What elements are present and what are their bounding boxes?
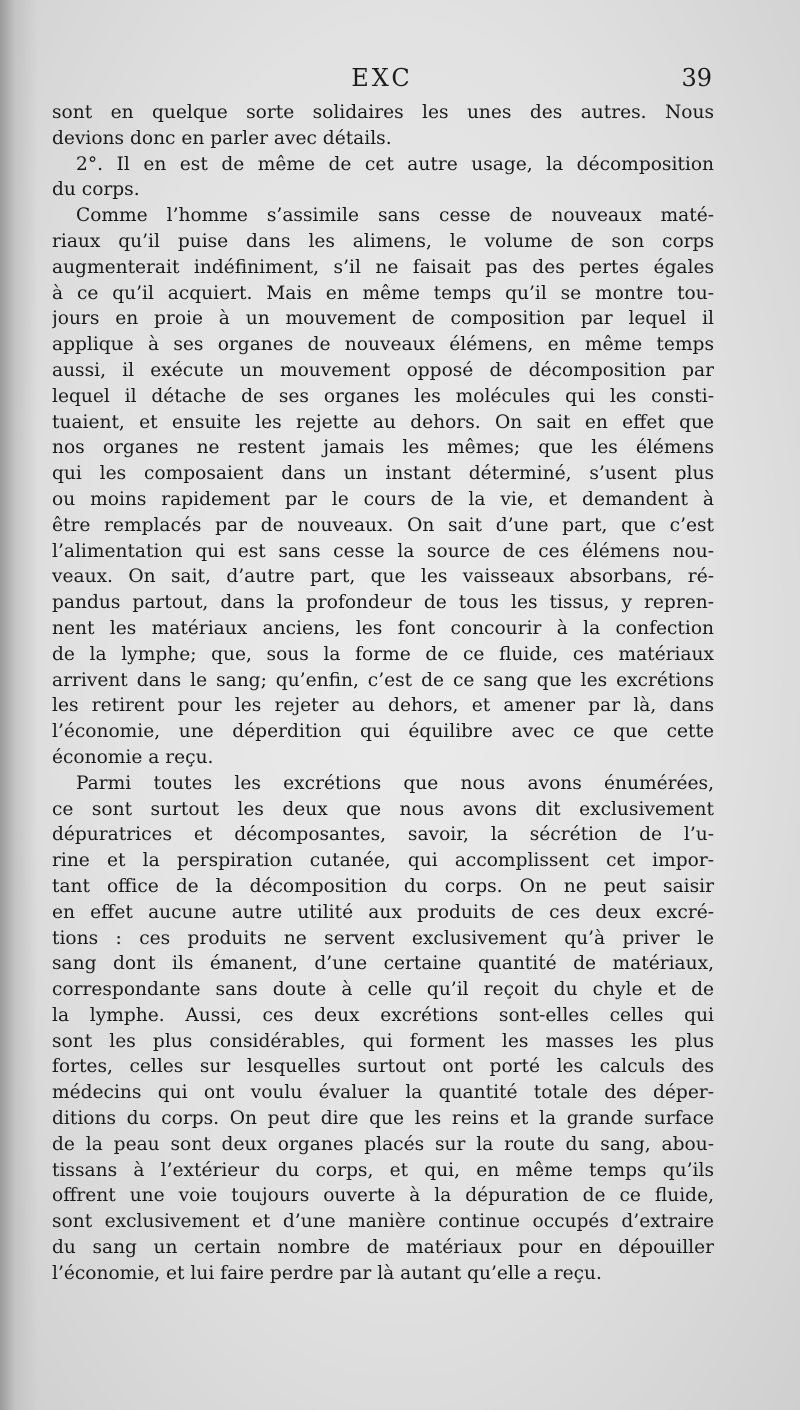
text-line: économie a reçu.	[52, 746, 214, 768]
text-line: sang dont ils émanent, d’une certaine quantité de matériaux,	[52, 953, 714, 975]
running-head: EXC	[351, 64, 413, 92]
text-line: de la lymphe; que, sous la forme de ce fluide, ces matériaux	[52, 643, 714, 665]
text-line: du sang un certain nombre de matériaux pour en dépouiller	[52, 1237, 714, 1259]
text-line: devions donc en parler avec détails.	[52, 127, 392, 149]
text-line: l’alimentation qui est sans cesse la source de ces élémens nou-	[52, 540, 714, 562]
text-line: Parmi toutes les excrétions que nous avons énumérées,	[76, 772, 714, 794]
text-line: veaux. On sait, d’autre part, que les vaisseaux absorbans, ré-	[52, 566, 714, 588]
text-line: correspondante sans doute à celle qu’il reçoit du chyle et de	[52, 979, 714, 1001]
text-line: offrent une voie toujours ouverte à la dépuration de ce fluide,	[52, 1185, 714, 1207]
text-line: ditions du corps. On peut dire que les reins et la grande surface	[52, 1108, 714, 1130]
text-line: l’économie, une déperdition qui équilibre avec ce que cette	[52, 721, 714, 743]
text-line: sont exclusivement et d’une manière continue occupés d’extraire	[52, 1211, 714, 1233]
text-line: à ce qu’il acquiert. Mais en même temps qu’il se montre tou-	[52, 282, 714, 304]
text-line: dépuratrices et décomposantes, savoir, la sécrétion de l’u-	[52, 824, 714, 846]
text-line: aussi, il exécute un mouvement opposé de décomposition par	[52, 359, 714, 381]
text-line: lequel il détache de ses organes les molécules qui les consti-	[52, 385, 714, 407]
text-line: rine et la perspiration cutanée, qui accomplissent cet impor-	[52, 850, 714, 872]
text-line: applique à ses organes de nouveaux élémens, en même temps	[52, 334, 714, 356]
page-gutter-shadow	[0, 0, 38, 1410]
page-number: 39	[681, 64, 712, 92]
text-line: ou moins rapidement par le cours de la vie, et demandent à	[52, 488, 714, 510]
text-line: sont en quelque sorte solidaires les unes des autres. Nous	[52, 102, 714, 123]
text-line: augmenterait indéfiniment, s’il ne faisait pas des pertes égales	[52, 256, 714, 278]
text-line: sont les plus considérables, qui forment les masses les plus	[52, 1030, 714, 1052]
text-line: Comme l’homme s’assimile sans cesse de nouveaux maté-	[76, 205, 714, 227]
text-line: ce sont surtout les deux que nous avons dit exclusivement	[52, 798, 714, 820]
text-line: en effet aucune autre utilité aux produits de ces deux excré-	[52, 901, 714, 923]
text-line: être remplacés par de nouveaux. On sait d’une part, que c’est	[52, 514, 714, 536]
body-text	[52, 100, 714, 1287]
text-line: qui les composaient dans un instant déterminé, s’usent plus	[52, 463, 714, 485]
text-line: les retirent pour les rejeter au dehors, et amener par là, dans	[52, 695, 714, 717]
text-line: 2°. Il en est de même de cet autre usage, la décomposition	[76, 153, 714, 175]
text-line: nos organes ne restent jamais les mêmes; que les élémens	[52, 437, 714, 459]
text-line: la lymphe. Aussi, ces deux excrétions sont-elles celles qui	[52, 1004, 714, 1026]
text-line: nent les matériaux anciens, les font concourir à la confection	[52, 617, 714, 639]
text-line: de la peau sont deux organes placés sur la route du sang, abou-	[52, 1133, 714, 1155]
text-line: tions : ces produits ne servent exclusivement qu’à priver le	[52, 927, 714, 949]
page-header	[52, 62, 712, 96]
text-line: arrivent dans le sang; qu’enfin, c’est de ce sang que les excrétions	[52, 669, 714, 691]
text-line: fortes, celles sur lesquelles surtout ont porté les calculs des	[52, 1056, 714, 1078]
text-line: tant office de la décomposition du corps. On ne peut saisir	[52, 875, 714, 897]
text-line: tissans à l’extérieur du corps, et qui, en même temps qu’ils	[52, 1159, 714, 1181]
text-line: jours en proie à un mouvement de composition par lequel il	[52, 308, 714, 330]
text-line: pandus partout, dans la profondeur de tous les tissus, y repren-	[52, 592, 714, 614]
text-line: l’économie, et lui faire perdre par là autant qu’elle a reçu.	[52, 1262, 602, 1284]
text-line: médecins qui ont voulu évaluer la quantité totale des déper-	[52, 1082, 714, 1104]
text-line: du corps.	[52, 179, 140, 201]
text-line: tuaient, et ensuite les rejette au dehors. On sait en effet que	[52, 411, 714, 433]
text-line: riaux qu’il puise dans les alimens, le volume de son corps	[52, 230, 714, 252]
